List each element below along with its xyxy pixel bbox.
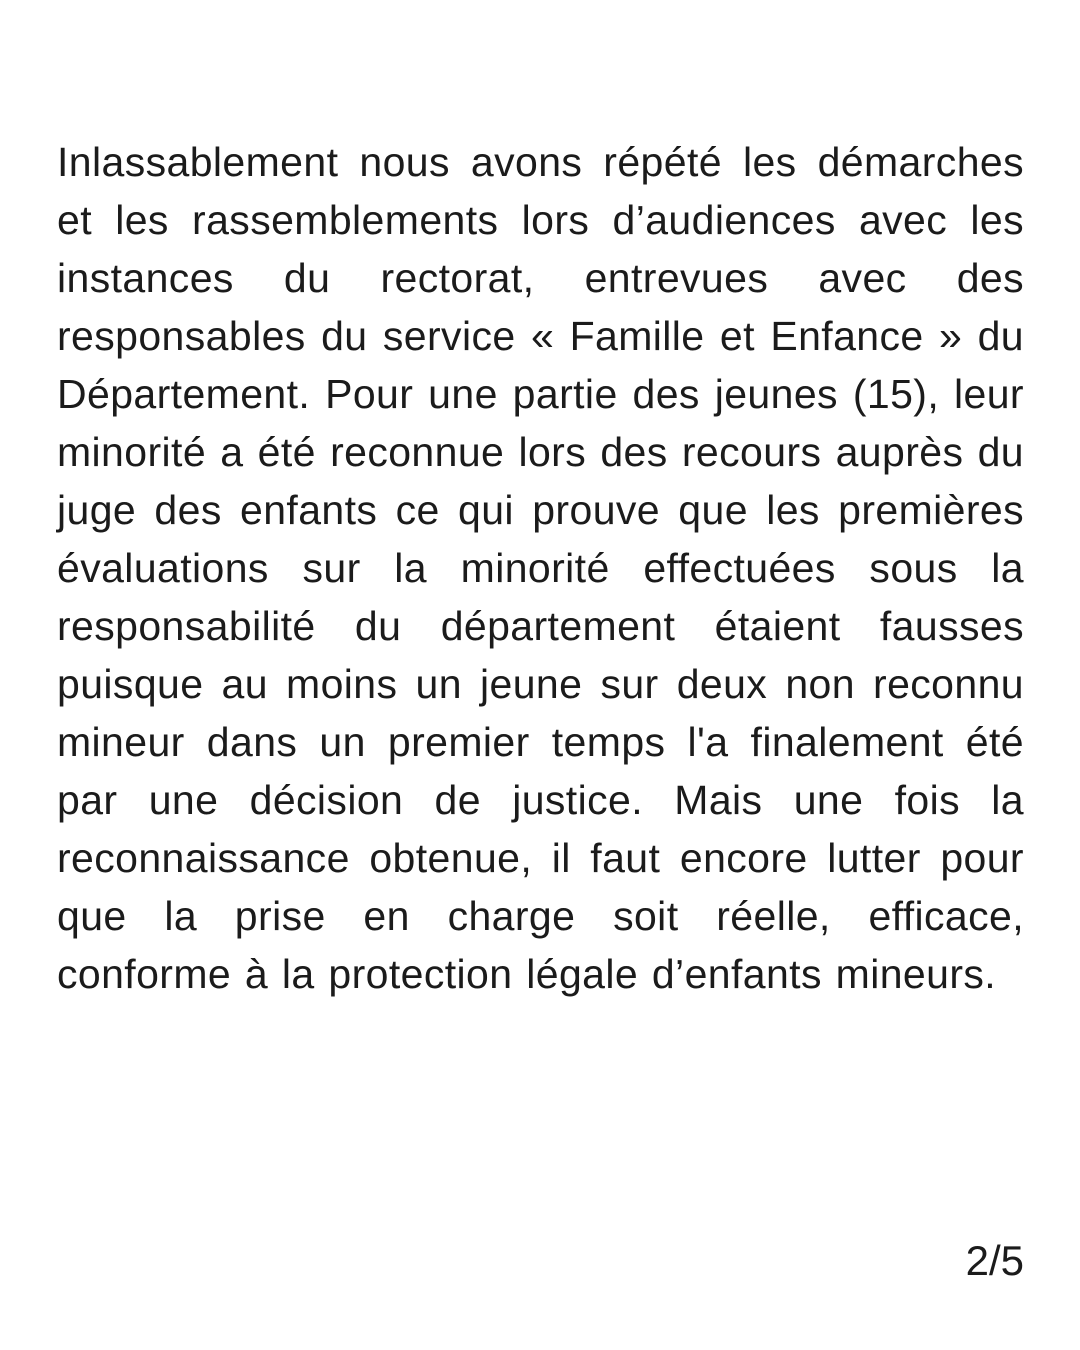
paragraph-text: Inlassablement nous avons répété les démarches et les rassemblements lors d’audiences avec les instances du rectorat, entrevues avec des responsables du service « Famille et Enfance » du Département. Pour une partie des jeunes (15), leur minorité a été reconnue lors des recours auprès du juge des enfants ce qui prouve que les premières évaluations sur la minorité effectuées sous la responsabilité du département étaient fausses puisque au moins un jeune sur deux non reconnu mineur dans un premier temps l'a finalement été par une décision de justice. Mais une fois la reconnaissance obtenue, il faut encore lutter pour que la prise en charge soit réelle, efficace, conforme à la protection légale d’enfants mineurs. [57,139,1024,997]
page-indicator: 2/5 [965,1237,1024,1284]
